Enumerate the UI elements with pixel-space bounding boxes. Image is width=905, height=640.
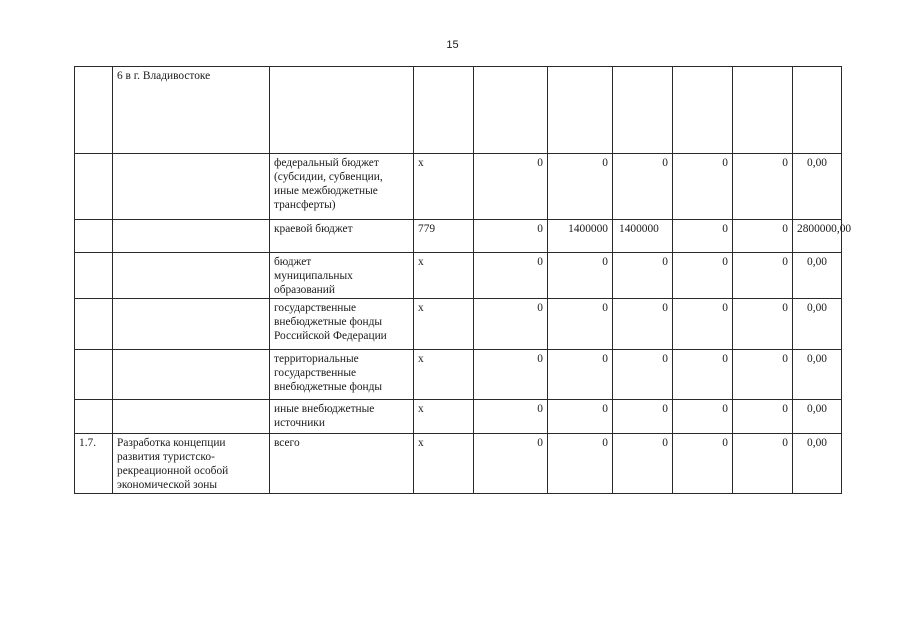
- year-value-cell: 0: [733, 299, 793, 350]
- budget-code-cell: х: [414, 253, 474, 299]
- total-cell: 0,00: [793, 253, 842, 299]
- year-value-cell: 0: [613, 350, 673, 400]
- year-value-cell: [673, 67, 733, 154]
- year-value-cell: 0: [474, 154, 548, 220]
- total-cell: 0,00: [793, 154, 842, 220]
- table-row: [75, 220, 842, 253]
- budget-code-cell: х: [414, 154, 474, 220]
- event-name-cell: 6 в г. Владивостоке: [113, 67, 270, 154]
- year-value-cell: 1400000: [548, 220, 613, 253]
- year-value-cell: 0: [613, 400, 673, 434]
- table-row: [75, 154, 842, 220]
- page-number: 15: [446, 39, 459, 51]
- year-value-cell: 0: [673, 350, 733, 400]
- year-value-cell: [474, 67, 548, 154]
- year-value-cell: 0: [673, 220, 733, 253]
- row-number-cell: [75, 299, 113, 350]
- event-name-cell: Разработка концепции развития туристско-рекреационной особой экономической зоны: [113, 434, 270, 494]
- year-value-cell: 0: [733, 434, 793, 494]
- year-value-cell: 0: [474, 400, 548, 434]
- table-row: [75, 400, 842, 434]
- event-name-cell: [113, 154, 270, 220]
- year-value-cell: [548, 67, 613, 154]
- year-value-cell: 0: [548, 400, 613, 434]
- budget-code-cell: х: [414, 400, 474, 434]
- event-name-cell: [113, 253, 270, 299]
- event-name-cell: [113, 350, 270, 400]
- year-value-cell: [613, 67, 673, 154]
- year-value-cell: 0: [733, 400, 793, 434]
- funding-source-cell: территориальные государственные внебюджетные фонды: [270, 350, 414, 400]
- year-value-cell: 0: [733, 154, 793, 220]
- budget-code-cell: х: [414, 434, 474, 494]
- row-number-cell: [75, 400, 113, 434]
- total-cell: 0,00: [793, 434, 842, 494]
- event-name-cell: [113, 220, 270, 253]
- year-value-cell: 0: [474, 350, 548, 400]
- year-value-cell: 0: [673, 434, 733, 494]
- year-value-cell: 0: [474, 253, 548, 299]
- total-cell: 0,00: [793, 350, 842, 400]
- year-value-cell: 1400000: [613, 220, 673, 253]
- budget-code-cell: х: [414, 299, 474, 350]
- year-value-cell: 0: [548, 434, 613, 494]
- year-value-cell: 0: [548, 299, 613, 350]
- event-name-cell: [113, 299, 270, 350]
- year-value-cell: 0: [613, 434, 673, 494]
- event-name-cell: [113, 400, 270, 434]
- year-value-cell: 0: [474, 299, 548, 350]
- row-number-cell: 1.7.: [75, 434, 113, 494]
- year-value-cell: 0: [673, 154, 733, 220]
- year-value-cell: 0: [733, 350, 793, 400]
- funding-source-cell: [270, 67, 414, 154]
- year-value-cell: 0: [733, 220, 793, 253]
- year-value-cell: 0: [673, 299, 733, 350]
- table-row: [75, 434, 842, 494]
- funding-source-cell: всего: [270, 434, 414, 494]
- year-value-cell: 0: [613, 299, 673, 350]
- row-number-cell: [75, 350, 113, 400]
- table-row: [75, 299, 842, 350]
- budget-code-cell: х: [414, 350, 474, 400]
- table-row: [75, 253, 842, 299]
- budget-code-cell: [414, 67, 474, 154]
- table-row: [75, 350, 842, 400]
- row-number-cell: [75, 67, 113, 154]
- year-value-cell: [733, 67, 793, 154]
- table-row: [75, 67, 842, 154]
- funding-source-cell: иные внебюджетные источники: [270, 400, 414, 434]
- year-value-cell: 0: [474, 434, 548, 494]
- year-value-cell: 0: [548, 253, 613, 299]
- funding-source-cell: бюджет муниципальных образований: [270, 253, 414, 299]
- year-value-cell: 0: [733, 253, 793, 299]
- budget-code-cell: 779: [414, 220, 474, 253]
- row-number-cell: [75, 154, 113, 220]
- budget-table: [74, 66, 852, 494]
- funding-source-cell: федеральный бюджет (субсидии, субвенции, иные межбюджетные трансферты): [270, 154, 414, 220]
- total-cell: 2800000,00: [793, 220, 842, 253]
- year-value-cell: 0: [613, 154, 673, 220]
- row-number-cell: [75, 220, 113, 253]
- year-value-cell: 0: [673, 400, 733, 434]
- total-cell: 0,00: [793, 299, 842, 350]
- year-value-cell: 0: [673, 253, 733, 299]
- total-cell: 0,00: [793, 400, 842, 434]
- year-value-cell: 0: [474, 220, 548, 253]
- total-cell: [793, 67, 842, 154]
- funding-source-cell: краевой бюджет: [270, 220, 414, 253]
- row-number-cell: [75, 253, 113, 299]
- year-value-cell: 0: [613, 253, 673, 299]
- year-value-cell: 0: [548, 154, 613, 220]
- funding-source-cell: государственные внебюджетные фонды Российской Федерации: [270, 299, 414, 350]
- year-value-cell: 0: [548, 350, 613, 400]
